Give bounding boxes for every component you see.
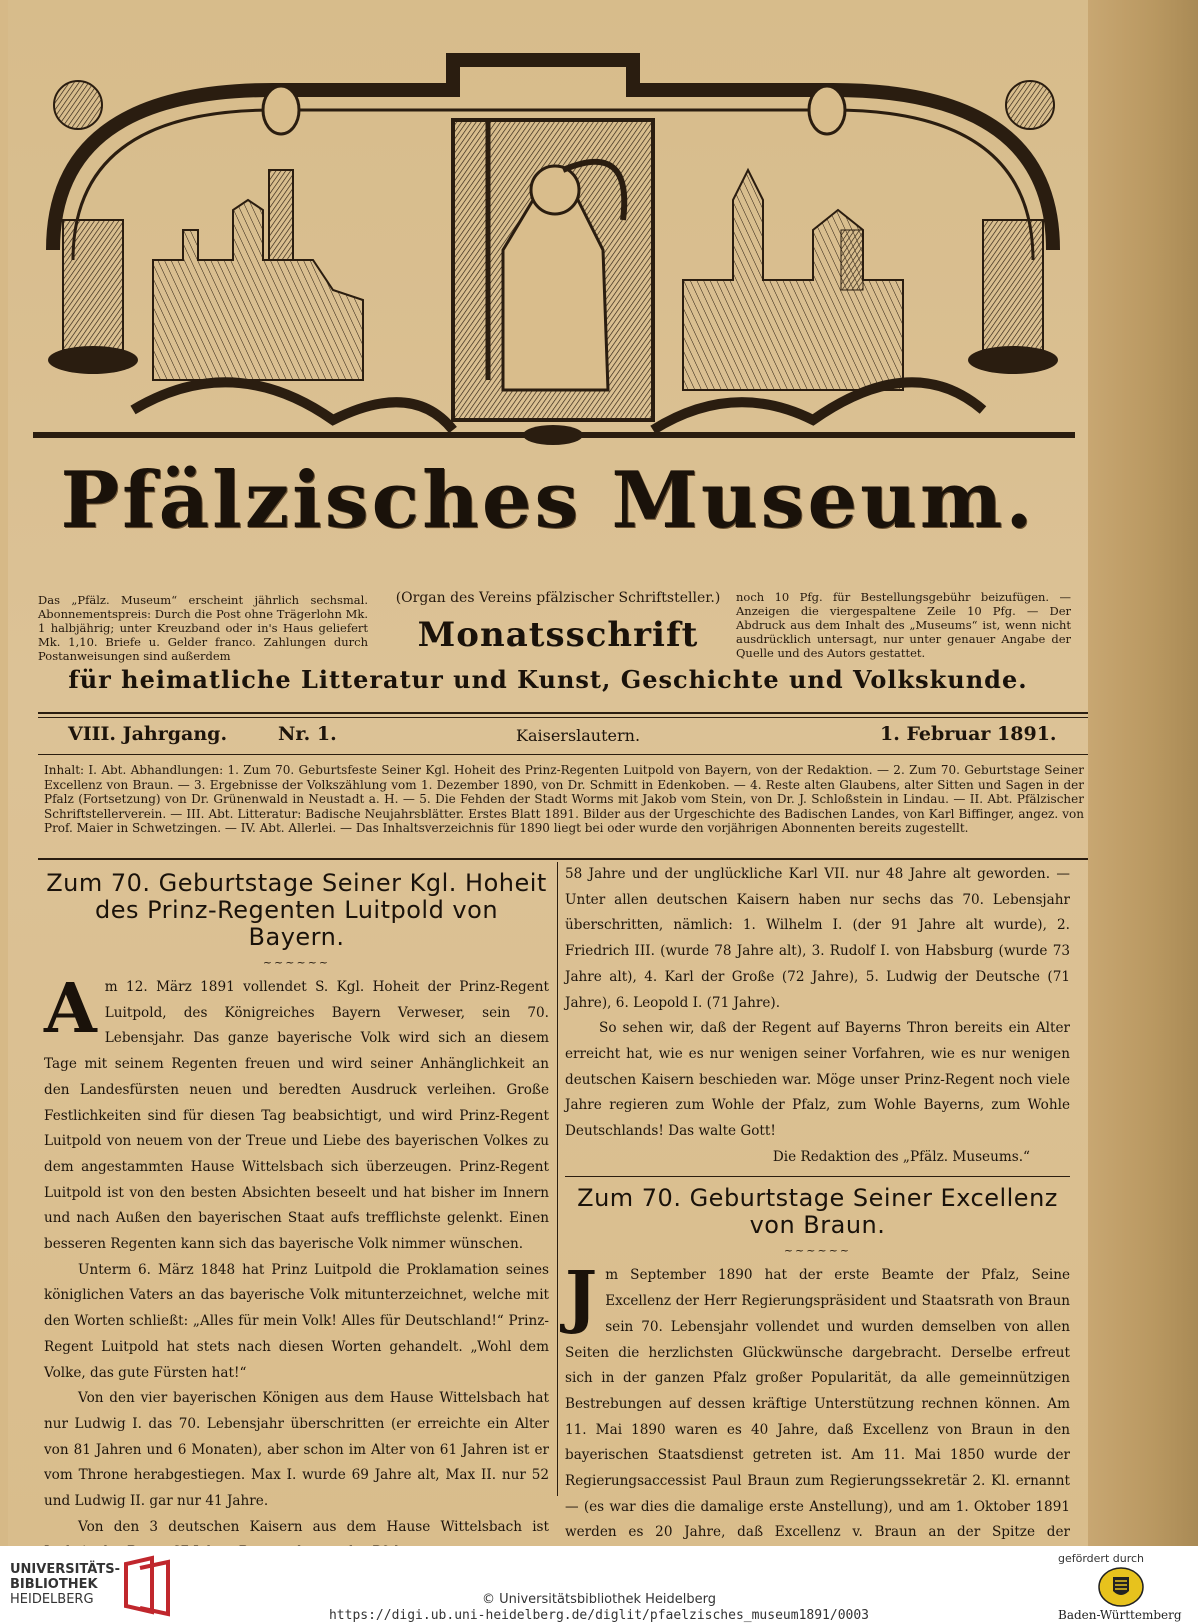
state-seal-icon: [1098, 1567, 1144, 1607]
signature: Die Redaktion des „Pfälz. Museums.“: [772, 1148, 1030, 1165]
page-edge: [1088, 0, 1198, 1546]
article-paragraph: 58 Jahre und der unglückliche Karl VII. nur 48 Jahre alt geworden. — Unter allen deutschen Kaisern haben nur sechs das 70. Lebensjahr überschritten, nämlich: 1. Wilhelm I. (der 91 Jahre alt wurde), 2. Friedrich III. (wurde 78 Jahre alt), 3. Rudolf I. von Habsburg (wurde 73 Jahre alt), 4. Karl der Große (72 Jahre), 5. Ludwig der Deutsche (71 Jahre), 6. Leopold I. (71 Jahre).: [565, 866, 1070, 1011]
place: Kaiserslautern.: [516, 726, 641, 745]
article-heading: Zum 70. Geburtstage Seiner Kgl. Hoheit des Prinz-Regenten Luitpold von Bayern.: [46, 869, 547, 951]
issue-number: Nr. 1.: [278, 723, 337, 745]
drop-cap: A: [44, 969, 97, 1049]
issue-info: [38, 723, 1088, 749]
subscription-note: Das „Pfälz. Museum“ erscheint jährlich sechsmal. Abonnementspreis: Durch die Post ohne Trägerlohn Mk. 1 halbjährig; unter Kreuzband oder in's Haus geliefert Mk. 1,10. Briefe u. Gelder franco. Zahlungen durch Postanweisungen sind außerdem: [38, 593, 368, 663]
article-paragraph: Jm September 1890 hat der erste Beamte der Pfalz, Seine Excellenz der Herr Regierungspräsident und Staatsrath von Braun sein 70. Lebensjahr vollendet und wurden demselben von allen Seiten die herzlichsten Glückwünsche dargebracht. Derselbe erfreut sich in der ganzen Pfalz großer Popularität, da alle gemeinnützigen Bestrebungen auf dessen kräftige Unterstützung rechnen können. Am 11. Mai 1890 waren es 40 Jahre, daß Excellenz von Braun in den bayerischen Staatsdienst getreten ist. Am 11. Mai 1850 wurde der Regierungsaccessist Paul Braun zum Regierungssekretär 2. Kl. ernannt — (es war dies die damalige erste Anstellung), und am 1. Oktober 1891 werden es 20 Jahre, daß Excellenz v. Braun an der Spitze der: [565, 1257, 1070, 1541]
ornament-divider: ~~~~~~: [783, 1244, 852, 1258]
library-emblem-icon: [122, 1556, 174, 1616]
ornament-divider: ~~~~~~: [262, 956, 331, 969]
copyright: © Universitätsbibliothek Heidelberg: [481, 1592, 716, 1607]
divider: [38, 712, 1088, 714]
volume: VIII. Jahrgang.: [68, 723, 228, 745]
table-of-contents: Inhalt: I. Abt. Abhandlungen: 1. Zum 70. Geburtsfeste Seiner Kgl. Hoheit des Prinz-Regenten Luitpold von Bayern, von der Redaktion. — 2. Zum 70. Geburtstage Seiner Excellenz von Braun. — 3. Ergebnisse der Volkszählung vom 1. Dezember 1890, von Dr. Schmitt in Edenkoben. — 4. Reste alten Glaubens, alter Sitten und Sagen in der Pfalz (Fortsetzung) von Dr. Grünenwald in Neustadt a. H. — 5. Die Fehden der Stadt Worms mit Jakob vom Stein, von Dr. J. Schloßstein in Lindau. — II. Abt. Pfälzischer Schriftstellerverein. — III. Abt. Litteratur: Badische Neujahrsblätter. Erstes Blatt 1891. Bilder aus der Urgeschichte des Badischen Landes, von Karl Biffinger, angez. von Prof. Maier in Schwetzingen. — IV. Abt. Allerlei. — Das Inhaltsverzeichnis für 1890 liegt bei oder wurde den vorjährigen Abonnenten bereits zugestellt.: [44, 763, 1084, 836]
newspaper-title: Pfälzisches Museum.: [60, 455, 1036, 546]
article-paragraph: Von den 3 deutschen Kaisern aus dem Hause Wittelsbach ist: [78, 1518, 549, 1535]
article-paragraph: Am 12. März 1891 vollendet S. Kgl. Hoheit der Prinz-Regent Luitpold, des Königreiches Bayern Verweser, sein 70. Lebensjahr. Das ganze bayerische Volk wird sich an diesem Tage mit seinem Regenten freuen und wird seiner Anhänglichkeit an den Landesfürsten neuen und beredten Ausdruck verleihen. Große Festlichkeiten sind für diesen Tag beabsichtigt, und wird Prinz-Regent Luitpold von neuem von der Treue und Liebe des bayerischen Volkes zu dem angestammten Hause Wittelsbach sich überzeugen. Prinz-Regent Luitpold ist von den besten Absichten beseelt und hat bisher im Innern und nach Außen den bayerischen Staat aufs trefflichste gelenkt. Einen besseren Regenten kann sich das bayerische Volk nimmer wünschen.: [44, 969, 549, 1253]
funder-name: Baden-Württemberg: [1058, 1608, 1182, 1622]
column-rule: [557, 862, 558, 1496]
tagline: für heimatliche Litteratur und Kunst, Geschichte und Volkskunde.: [68, 665, 1028, 694]
drop-cap: J: [565, 1257, 598, 1338]
divider: [38, 717, 1088, 718]
divider: [565, 1176, 1070, 1177]
article-column-right: [565, 862, 1070, 1572]
newspaper-page: [8, 0, 1088, 1546]
divider: [38, 754, 1088, 755]
subtitle: Monatsschrift: [417, 615, 699, 655]
article-paragraph: Von den vier bayerischen Königen aus dem Hause Wittelsbach hat nur Ludwig I. das 70. Lebensjahr überschritten (er erreichte ein Alter von 81 Jahren und 6 Monaten), aber schon im Alter von 61 Jahren ist er vom Throne herabgestiegen. Max I. wurde 69 Jahre alt, Max II. nur 52 und Ludwig II. gar nur 41 Jahre.: [44, 1390, 549, 1510]
divider: [38, 858, 1088, 860]
library-name: UNIVERSITÄTS- BIBLIOTHEK HEIDELBERG: [10, 1562, 120, 1607]
article-paragraph: Unterm 6. März 1848 hat Prinz Luitpold die Proklamation seines königlichen Vaters an das bayerische Volk mitunterzeichnet, welche mit den Worten schließt: „Alles für mein Volk! Alles für Deutschland!“ Prinz-Regent Luitpold hat stets nach diesen Worten gehandelt. „Wohl dem Volke, das gute Fürsten hat!“: [44, 1261, 549, 1381]
organ-line: (Organ des Vereins pfälzischer Schriftsteller.): [395, 590, 721, 606]
permalink[interactable]: https://digi.ub.uni-heidelberg.de/diglit/pfaelzisches_museum1891/0003: [328, 1608, 870, 1623]
advertising-note: noch 10 Pfg. für Bestellungsgebühr beizufügen. — Anzeigen die viergespaltene Zeile 10 Pfg. — Der Abdruck aus dem Inhalt des „Museums“ ist, wenn nicht ausdrücklich untersagt, nur unter genauer Angabe der Quelle und des Autors gestattet.: [736, 590, 1071, 660]
funded-by-label: gefördert durch: [1058, 1552, 1145, 1565]
article-paragraph: So sehen wir, daß der Regent auf Bayerns Thron bereits ein Alter erreicht hat, wie es nur wenigen seiner Vorfahren, wie es nur wenigen deutschen Kaisern beschieden war. Möge unser Prinz-Regent noch viele Jahre regieren zum Wohle der Pfalz, zum Wohle Bayerns, zum Wohle Deutschlands! Das walte Gott!: [565, 1020, 1070, 1140]
article-column-left: [44, 870, 549, 1566]
issue-date: 1. Februar 1891.: [880, 723, 1057, 745]
masthead-illustration: [33, 50, 1075, 445]
article-heading: Zum 70. Geburtstage Seiner Excellenz von Braun.: [577, 1184, 1058, 1240]
